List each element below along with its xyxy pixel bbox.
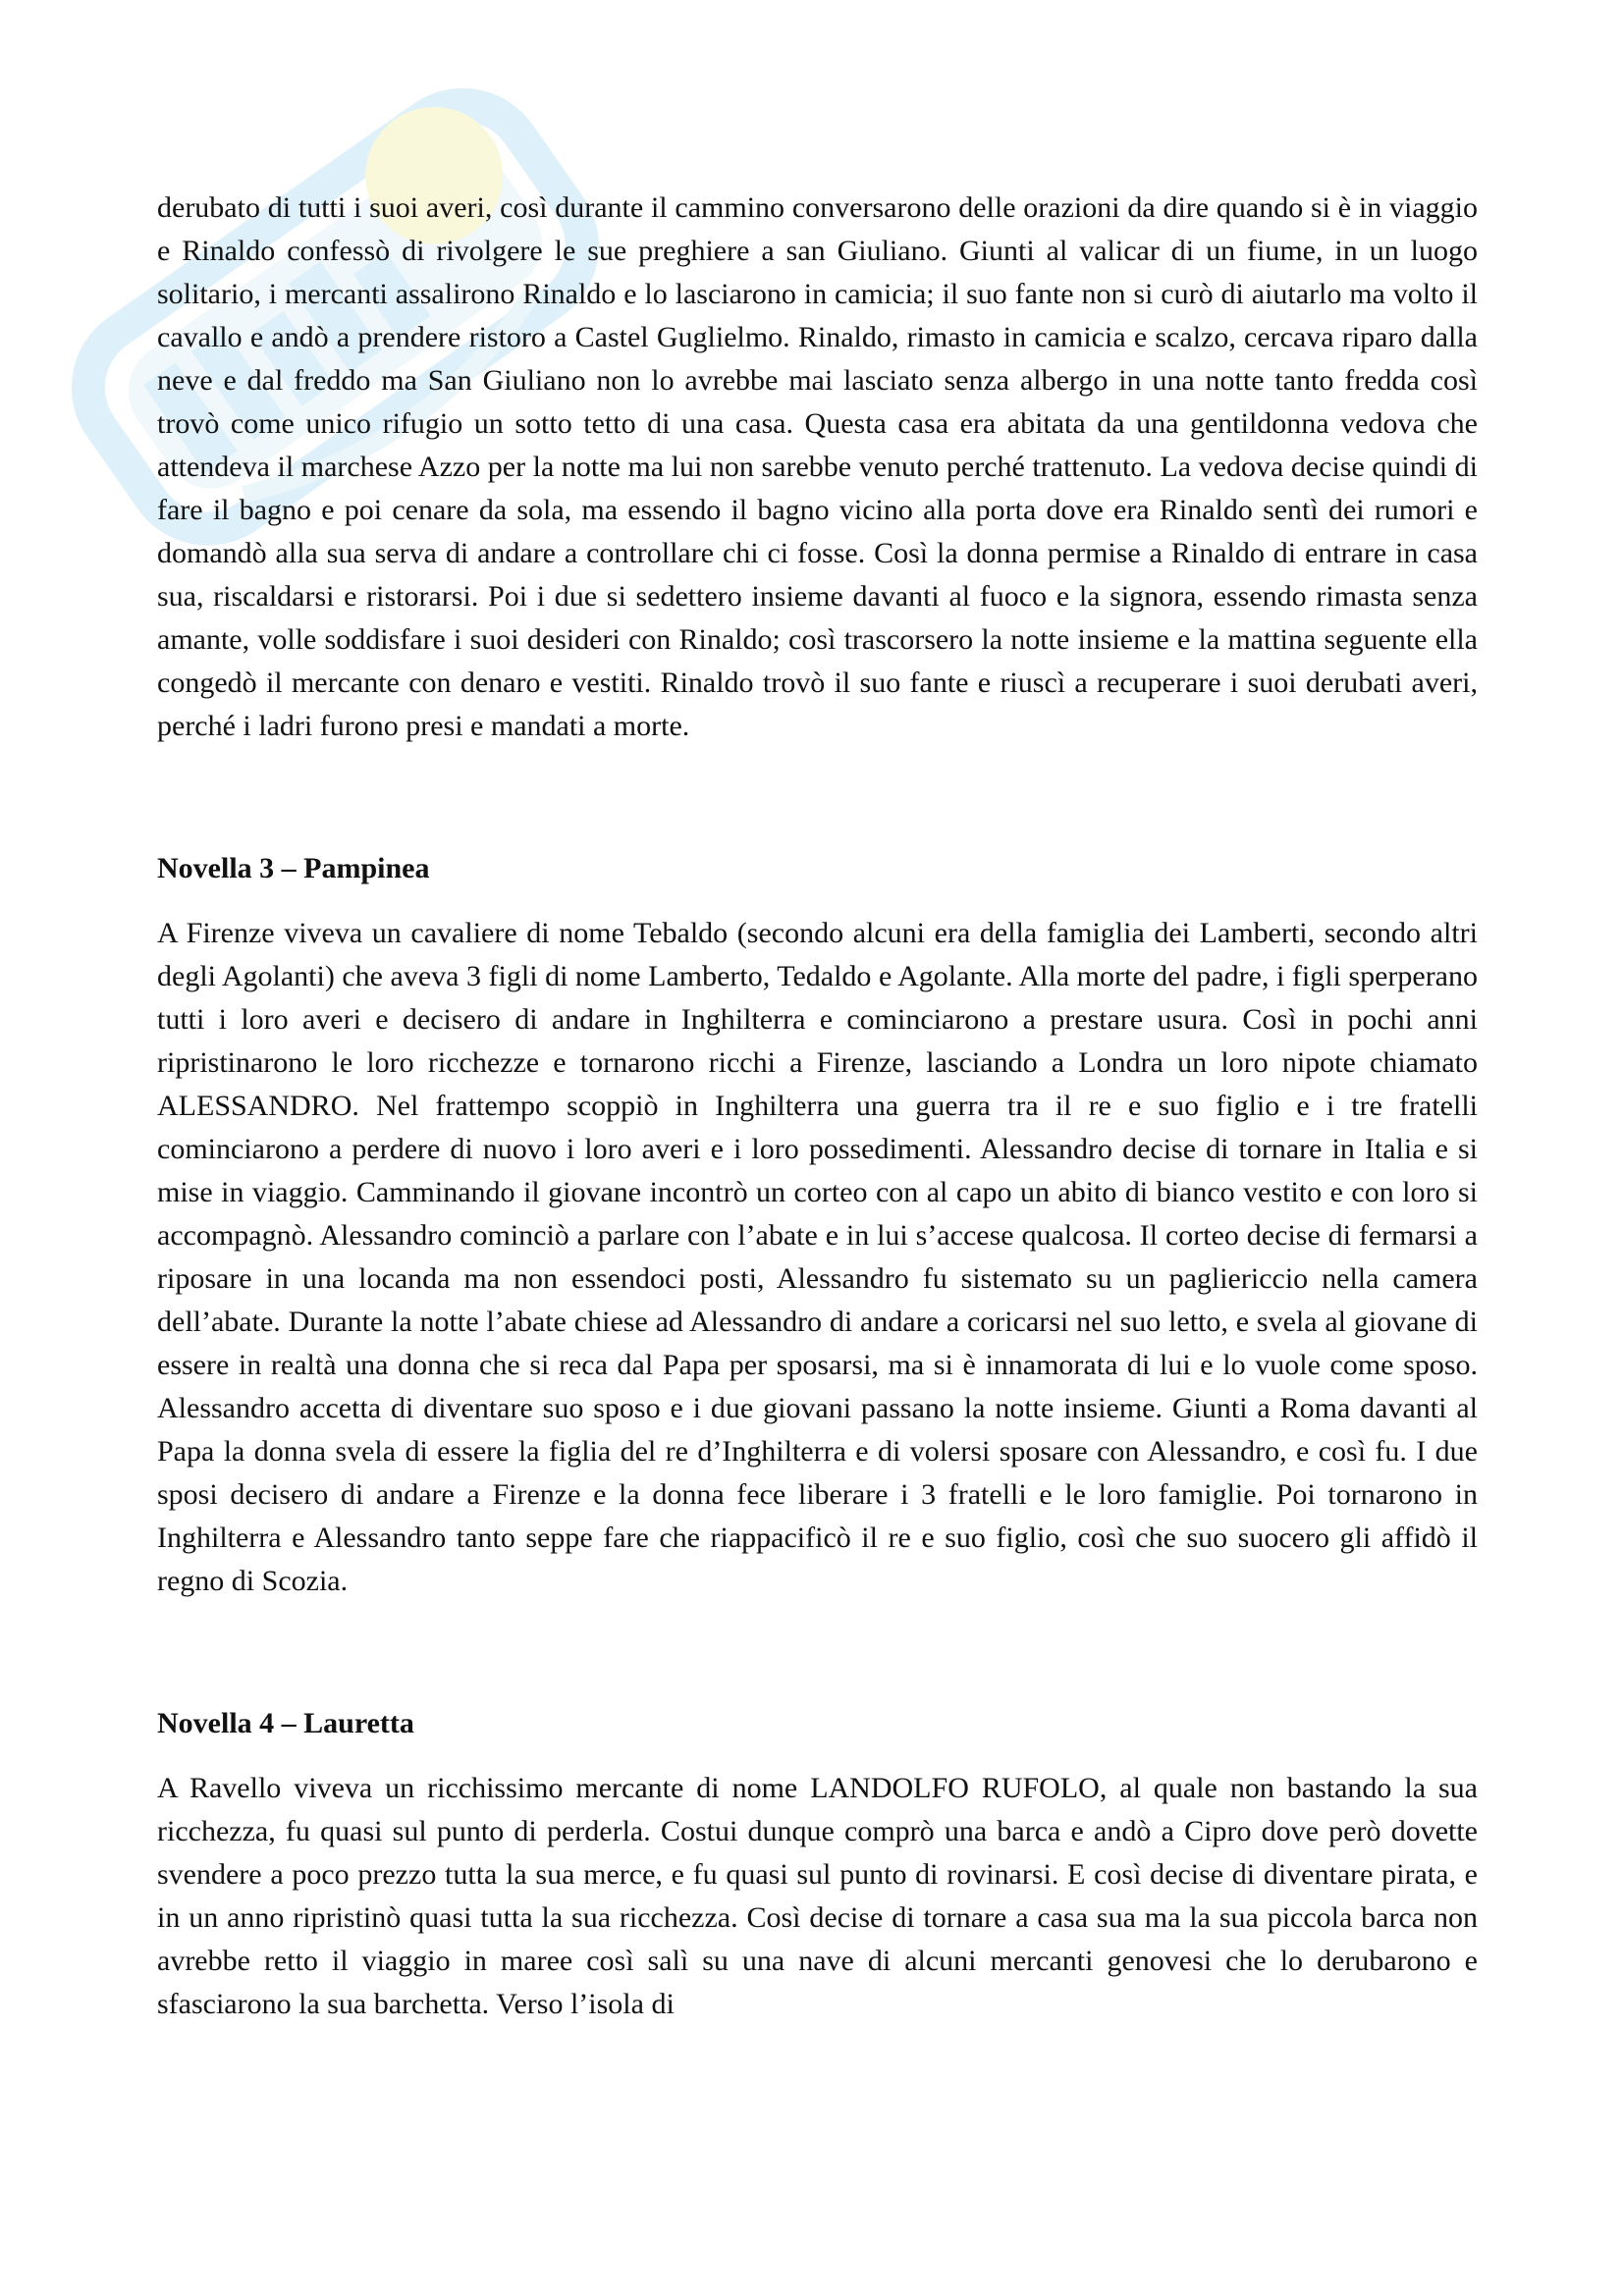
heading-spacer [157, 890, 1478, 912]
section-heading-novella-3: Novella 3 – Pampinea [157, 852, 430, 884]
intro-paragraph: derubato di tutti i suoi averi, così durante il cammino conversarono delle orazioni da dire quando si è in viaggio e Rinaldo confessò di rivolgere le sue preghiere a san Giuliano. Giunti al valicar di un fiume, in un luogo solitario, i mercanti assalirono Rinaldo e lo lasciarono in camicia; il suo fante non si curò di aiutarlo ma volto il cavallo e andò a prendere ristoro a Castel Guglielmo. Rinaldo, rimasto in camicia e scalzo, cercava riparo dalla neve e dal freddo ma San Giuliano non lo avrebbe mai lasciato senza albergo in una notte tanto fredda così trovò come unico rifugio un sotto tetto di una casa. Questa casa era abitata da una gentildonna vedova che attendeva il marchese Azzo per la notte ma lui non sarebbe venuto perché trattenuto. La vedova decise quindi di fare il bagno e poi cenare da sola, ma essendo il bagno vicino alla porta dove era Rinaldo sentì dei rumori e domandò alla sua serva di andare a controllare chi ci fosse. Così la donna permise a Rinaldo di entrare in casa sua, riscaldarsi e ristorarsi. Poi i due si sedettero insieme davanti al fuoco e la signora, essendo rimasta senza amante, volle soddisfare i suoi desideri con Rinaldo; così trascorsero la notte insieme e la mattina seguente ella congedò il mercante con denaro e vestiti. Rinaldo trovò il suo fante e riuscì a recuperare i suoi derubati averi, perché i ladri furono presi e mandati a morte. [157, 191, 1478, 742]
section-paragraph-novella-3: A Firenze viveva un cavaliere di nome Tebaldo (secondo alcuni era della famiglia dei Lamberti, secondo altri degli Agolanti) che aveva 3 figli di nome Lamberto, Tedaldo e Agolante. Alla morte del padre, i figli sperperano tutti i loro averi e decisero di andare in Inghilterra e cominciarono a prestare usura. Così in pochi anni ripristinarono le loro ricchezze e tornarono ricchi a Firenze, lasciando a Londra un loro nipote chiamato ALESSANDRO. Nel frattempo scoppiò in Inghilterra una guerra tra il re e suo figlio e i tre fratelli cominciarono a perdere di nuovo i loro averi e i loro possedimenti. Alessandro decise di tornare in Italia e si mise in viaggio. Camminando il giovane incontrò un corteo con al capo un abito di bianco vestito e con loro si accompagnò. Alessandro cominciò a parlare con l’abate e in lui s’accese qualcosa. Il corteo decise di fermarsi a riposare in una locanda ma non essendoci posti, Alessandro fu sistemato su un pagliericcio nella camera dell’abate. Durante la notte l’abate chiese ad Alessandro di andare a coricarsi nel suo letto, e svela al giovane di essere in realtà una donna che si reca dal Papa per sposarsi, ma si è innamorata di lui e lo vuole come sposo. Alessandro accetta di diventare suo sposo e i due giovani passano la notte insieme. Giunti a Roma davanti al Papa la donna svela di essere la figlia del re d’Inghilterra e di volersi sposare con Alessandro, e così fu. I due sposi decisero di andare a Firenze e la donna fece liberare i 3 fratelli e le loro famiglie. Poi tornarono in Inghilterra e Alessandro tanto seppe fare che riappacificò il re e suo figlio, così che suo suocero gli affidò il regno di Scozia. [157, 917, 1478, 1597]
section-spacer [157, 1603, 1478, 1702]
heading-spacer [157, 1745, 1478, 1767]
section-heading-novella-4: Novella 4 – Lauretta [157, 1707, 414, 1739]
document-body [157, 187, 1478, 2026]
section-paragraph-novella-4: A Ravello viveva un ricchissimo mercante di nome LANDOLFO RUFOLO, al quale non bastando la sua ricchezza, fu quasi sul punto di perderla. Costui dunque comprò una barca e andò a Cipro dove però dovette svendere a poco prezzo tutta la sua merce, e fu quasi sul punto di rovinarsi. E così decise di diventare pirata, e in un anno ripristinò quasi tutta la sua ricchezza. Così decise di tornare a casa sua ma la sua piccola barca non avrebbe retto il viaggio in maree così salì su una nave di alcuni mercanti genovesi che lo derubarono e sfasciarono la sua barchetta. Verso l’isola di [157, 1772, 1478, 2020]
section-spacer [157, 748, 1478, 847]
